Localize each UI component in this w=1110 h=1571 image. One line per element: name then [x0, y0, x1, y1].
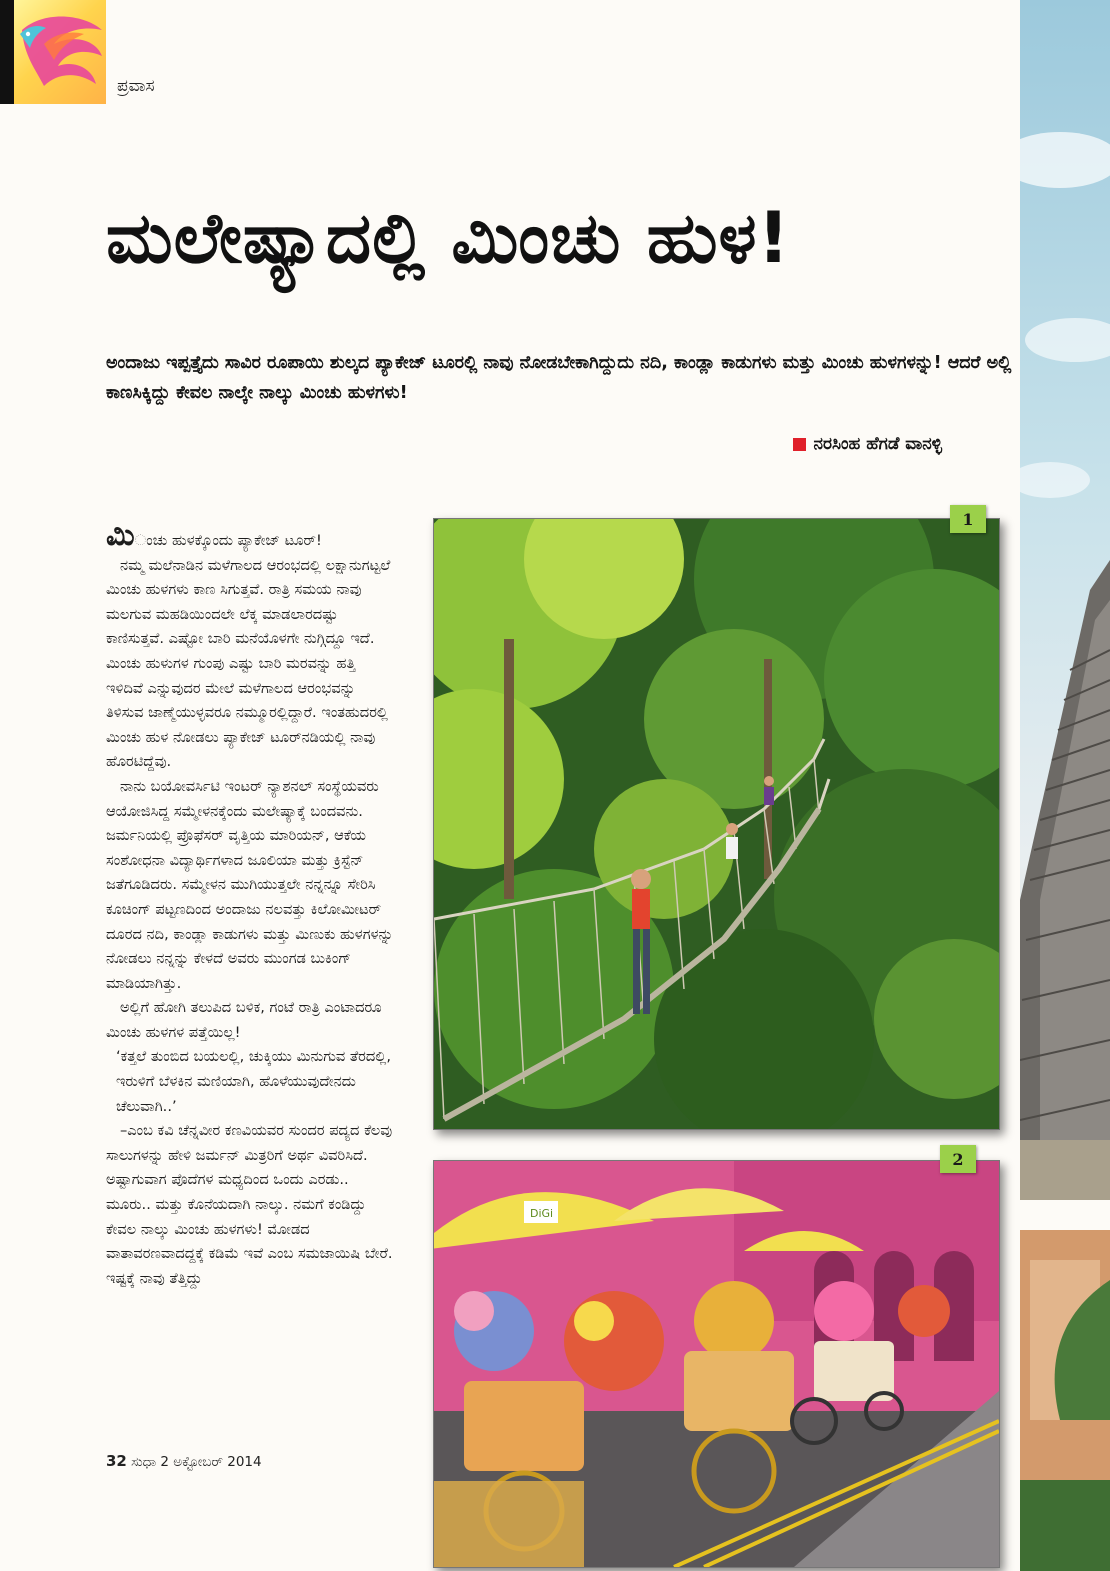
byline-author: ನರಸಿಂಹ ಹೆಗಡೆ ವಾನಳ್ಳಿ [813, 434, 942, 454]
byline [793, 434, 943, 454]
body-paragraph: ನಾನು ಬಯೋವರ್ಸಿಟಿ ಇಂಟರ್ ನ್ಯಾಶನಲ್ ಸಂಸ್ಥೆಯವರು ಆಯೋಜಿಸಿದ್ದ ಸಮ್ಮೇಳನಕ್ಕೆಂದು ಮಲೇಷ್ಯಾಕ್ಕೆ ಬಂದವನು. ಜರ್ಮನಿಯಲ್ಲಿ ಪ್ರೊಫೆಸರ್ ವೃತ್ತಿಯ ಮಾರಿಯನ್, ಆಕೆಯ ಸಂಶೋಧನಾ ವಿದ್ಯಾರ್ಥಿಗಳಾದ ಜೂಲಿಯಾ ಮತ್ತು ಕ್ರಿಸ್ಟೆನ್ ಜತೆಗೂಡಿದರು. ಸಮ್ಮೇಳನ ಮುಗಿಯುತ್ತಲೇ ನನ್ನನ್ನೂ ಸೇರಿಸಿ ಕೂಚಿಂಗ್ ಪಟ್ಟಣದಿಂದ ಅಂದಾಜು ನಲವತ್ತು ಕಿಲೋಮೀಟರ್ ದೂರದ ನದಿ, ಕಾಂಡ್ಲಾ ಕಾಡುಗಳು ಮತ್ತು ಮಿಣುಕು ಹುಳಗಳನ್ನು ನೋಡಲು ನನ್ನನ್ನು ಕೇಳದೆ ಅವರು ಮುಂಗಡ ಬುಕಿಂಗ್ ಮಾಡಿಯಾಗಿತ್ತು. [106, 777, 394, 992]
corner-bar [0, 0, 14, 104]
page-footer [106, 1452, 262, 1470]
svg-text:DiGi: DiGi [530, 1207, 554, 1220]
body-paragraph: –ಎಂಬ ಕವಿ ಚೆನ್ನವೀರ ಕಣವಿಯವರ ಸುಂದರ ಪದ್ಯದ ಕೆಲವು ಸಾಲುಗಳನ್ನು ಹೇಳಿ ಜರ್ಮನ್ ಮಿತ್ರರಿಗೆ ಅರ್ಥ ವಿವರಿಸಿದೆ. ಅಷ್ಟಾಗುವಾಗ ಪೊದೆಗಳ ಮಧ್ಯದಿಂದ ಒಂದು ಎರಡು.. ಮೂರು.. ಮತ್ತು ಕೊನೆಯದಾಗಿ ನಾಲ್ಕು. ನಮಗೆ ಕಂಡಿದ್ದು ಕೇವಲ ನಾಲ್ಕು ಮಿಂಚು ಹುಳಗಳು! ಮೋಡದ ವಾತಾವರಣವಾದದ್ದಕ್ಕೆ ಕಡಿಮೆ ಇವೆ ಎಂಬ ಸಮಜಾಯಿಷಿ ಬೇರೆ. ಇಷ್ಟಕ್ಕೆ ನಾವು ತೆತ್ತಿದ್ದು [106, 1122, 393, 1287]
verse-line: ಇರುಳಿಗೆ ಬೆಳಕಿನ ಮಣಿಯಾಗಿ, ಹೊಳೆಯುವುದೇನದು ಚೆಲುವಾಗಿ..’ [116, 1073, 356, 1115]
page-number: 32 [106, 1452, 127, 1470]
photo-canopy-walkway [433, 518, 1000, 1130]
article-standfirst: ಅಂದಾಜು ಇಪ್ಪತ್ತೈದು ಸಾವಿರ ರೂಪಾಯಿ ಶುಲ್ಕದ ಪ್ಯಾಕೇಜ್ ಟೂರಲ್ಲಿ ನಾವು ನೋಡಬೇಕಾಗಿದ್ದುದು ನದಿ, ಕಾಂಡ್ಲಾ ಕಾಡುಗಳು ಮತ್ತು ಮಿಂಚು ಹುಳಗಳನ್ನು! ಆದರೆ ಅಲ್ಲಿ ಕಾಣಸಿಕ್ಕಿದ್ದು ಕೇವಲ ನಾಲ್ಕೇ ನಾಲ್ಕು ಮಿಂಚು ಹುಳಗಳು! [106, 353, 1012, 403]
trishaw-photo-icon [434, 1161, 999, 1567]
section-label: ಪ್ರವಾಸ [117, 76, 155, 96]
magazine-bird-logo-icon [14, 0, 106, 104]
magazine-name: ಸುಧಾ [131, 1454, 157, 1470]
side-building-photo [1020, 0, 1110, 1571]
byline-marker-icon [793, 438, 806, 451]
body-paragraph [106, 518, 396, 554]
body-paragraph: ಅಲ್ಲಿಗೆ ಹೋಗಿ ತಲುಪಿದ ಬಳಿಕ, ಗಂಟೆ ರಾತ್ರಿ ಎಂಟಾದರೂ ಮಿಂಚು ಹುಳಗಳ ಪತ್ತೆಯಿಲ್ಲ! [106, 999, 382, 1041]
photo-trishaws [433, 1160, 1000, 1568]
body-paragraph-text: ಂಚು ಹುಳಕ್ಕೊಂದು ಪ್ಯಾಕೇಜ್ ಟೂರ್! [134, 532, 322, 549]
article-title: ಮಲೇಷ್ಯಾದಲ್ಲಿ ಮಿಂಚು ಹುಳ! [106, 197, 791, 279]
dropcap: ಮಿ [106, 518, 135, 553]
article-body [106, 518, 396, 1291]
canopy-walkway-photo-icon [434, 519, 999, 1129]
photo-number-badge: 1 [950, 505, 986, 533]
body-paragraph: ನಮ್ಮ ಮಲೆನಾಡಿನ ಮಳೆಗಾಲದ ಆರಂಭದಲ್ಲಿ ಲಕ್ಷಾನುಗಟ್ಟಲೆ ಮಿಂಚು ಹುಳಗಳು ಕಾಣ ಸಿಗುತ್ತವೆ. ರಾತ್ರಿ ಸಮಯ ನಾವು ಮಲಗುವ ಮಹಡಿಯಿಂದಲೇ ಲೆಕ್ಕ ಮಾಡಲಾರದಷ್ಟು ಕಾಣಿಸುತ್ತವೆ. ಎಷ್ಟೋ ಬಾರಿ ಮನೆಯೊಳಗೇ ನುಗ್ಗಿದ್ದೂ ಇದೆ. ಮಿಂಚು ಹುಳುಗಳ ಗುಂಪು ಎಷ್ಟು ಬಾರಿ ಮರವನ್ನು ಹತ್ತಿ ಇಳಿದಿವೆ ಎನ್ನುವುದರ ಮೇಲೆ ಮಳೆಗಾಲದ ಆರಂಭವನ್ನು ತಿಳಿಸುವ ಜಾಣ್ಮೆಯುಳ್ಳವರೂ ನಮ್ಮೂರಲ್ಲಿದ್ದಾರೆ. ಇಂತಹುದರಲ್ಲಿ ಮಿಂಚು ಹುಳ ನೋಡಲು ಪ್ಯಾಕೇಜ್ ಟೂರ್‌ನಡಿಯಲ್ಲಿ ನಾವು ಹೊರಟಿದ್ದೆವು. [106, 556, 391, 771]
verse-line: ‘ಕತ್ತಲೆ ತುಂಬಿದ ಬಯಲಲ್ಲಿ, ಚುಕ್ಕಿಯು ಮಿನುಗುವ ತೆರದಲ್ಲಿ, [116, 1048, 391, 1066]
issue-date: 2 ಅಕ್ಟೋಬರ್ 2014 [160, 1454, 262, 1470]
photo-number-badge: 2 [940, 1145, 976, 1173]
